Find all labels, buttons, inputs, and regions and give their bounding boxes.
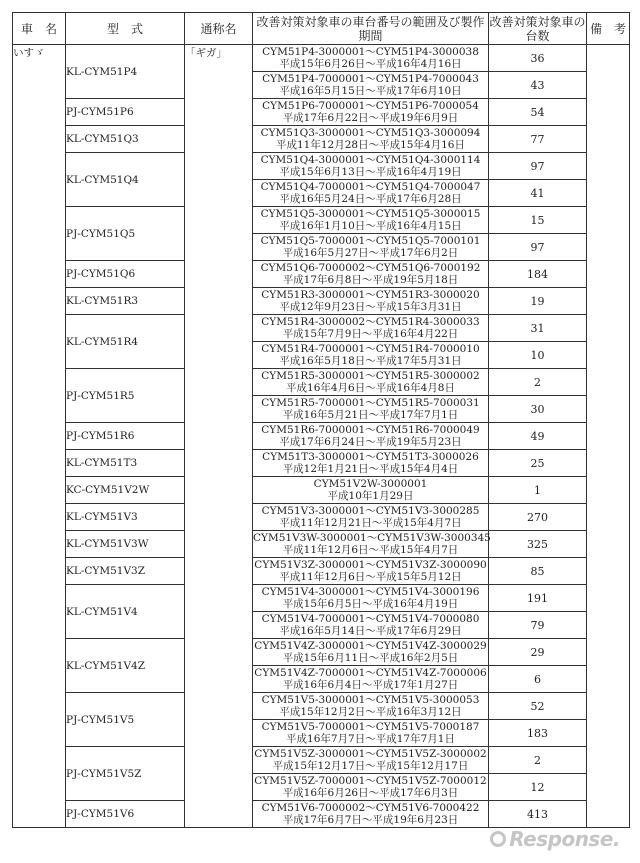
production-period: 平成11年12月6日〜平成15年4月7日 bbox=[282, 544, 459, 556]
count-cell: 29 bbox=[489, 639, 587, 666]
production-period: 平成16年5月27日〜平成17年6月2日 bbox=[282, 247, 459, 259]
count-cell: 184 bbox=[489, 261, 587, 288]
production-period: 平成16年5月18日〜平成17年5月31日 bbox=[279, 355, 462, 367]
table-row bbox=[13, 477, 630, 504]
chassis-range: CYM51R4-7000001〜CYM51R4-7000010 bbox=[261, 343, 480, 355]
count-cell: 77 bbox=[489, 126, 587, 153]
range-cell bbox=[253, 342, 489, 369]
table-row bbox=[13, 585, 630, 612]
range-cell bbox=[253, 477, 489, 504]
count-cell: 6 bbox=[489, 666, 587, 693]
count-cell: 43 bbox=[489, 72, 587, 99]
production-period: 平成15年6月11日〜平成16年2月5日 bbox=[282, 652, 459, 664]
maker-cell: いすゞ bbox=[13, 45, 66, 828]
range-cell bbox=[253, 72, 489, 99]
model-cell: KL-CYM51R4 bbox=[66, 315, 185, 369]
count-cell: 2 bbox=[489, 747, 587, 774]
model-cell: KL-CYM51V3 bbox=[66, 504, 185, 531]
count-cell: 191 bbox=[489, 585, 587, 612]
model-cell: PJ-CYM51V5 bbox=[66, 693, 185, 747]
production-period: 平成15年12月17日〜平成15年12月17日 bbox=[272, 760, 469, 772]
count-cell: 85 bbox=[489, 558, 587, 585]
chassis-range: CYM51V2W-3000001 bbox=[313, 478, 428, 490]
production-period: 平成15年6月13日〜平成16年4月19日 bbox=[279, 166, 462, 178]
production-period: 平成15年7月9日〜平成16年4月22日 bbox=[282, 328, 459, 340]
production-period: 平成16年5月24日〜平成17年6月28日 bbox=[279, 193, 462, 205]
chassis-range: CYM51T3-3000001〜CYM51T3-3000026 bbox=[262, 451, 479, 463]
count-cell: 19 bbox=[489, 288, 587, 315]
model-cell: KL-CYM51Q3 bbox=[66, 126, 185, 153]
range-cell bbox=[253, 288, 489, 315]
chassis-range: CYM51V5-7000001〜CYM51V5-7000187 bbox=[261, 721, 480, 733]
table-row bbox=[13, 45, 630, 72]
production-period: 平成16年5月21日〜平成17年7月1日 bbox=[282, 409, 459, 421]
count-cell: 12 bbox=[489, 774, 587, 801]
range-cell bbox=[253, 180, 489, 207]
table-row bbox=[13, 693, 630, 720]
range-cell bbox=[253, 639, 489, 666]
production-period: 平成16年7月7日〜平成17年7月1日 bbox=[286, 733, 455, 745]
chassis-range: CYM51Q3-3000001〜CYM51Q3-3000094 bbox=[260, 127, 481, 139]
count-cell: 2 bbox=[489, 369, 587, 396]
model-cell: KL-CYM51Q4 bbox=[66, 153, 185, 207]
table-row bbox=[13, 639, 630, 666]
header-name: 通称名 bbox=[185, 13, 253, 45]
range-cell bbox=[253, 207, 489, 234]
model-cell: PJ-CYM51Q6 bbox=[66, 261, 185, 288]
production-period: 平成17年6月22日〜平成19年6月9日 bbox=[282, 112, 459, 124]
chassis-range: CYM51Q4-3000001〜CYM51Q4-3000114 bbox=[260, 154, 481, 166]
table-row bbox=[13, 126, 630, 153]
response-logo-icon bbox=[490, 831, 506, 847]
count-cell: 97 bbox=[489, 153, 587, 180]
watermark-text: Response. bbox=[509, 827, 620, 851]
production-period: 平成16年5月15日〜平成17年6月10日 bbox=[279, 85, 462, 97]
production-period: 平成17年6月8日〜平成19年5月18日 bbox=[282, 274, 459, 286]
model-cell: PJ-CYM51Q5 bbox=[66, 207, 185, 261]
header-count: 改善対策対象車の台数 bbox=[489, 14, 586, 43]
model-cell: KL-CYM51V3W bbox=[66, 531, 185, 558]
range-cell bbox=[253, 153, 489, 180]
chassis-range: CYM51V6-7000002〜CYM51V6-7000422 bbox=[261, 802, 480, 814]
range-cell bbox=[253, 369, 489, 396]
production-period: 平成12年1月21日〜平成15年4月4日 bbox=[282, 463, 459, 475]
range-cell bbox=[253, 801, 489, 828]
chassis-range: CYM51R5-7000001〜CYM51R5-7000031 bbox=[261, 397, 480, 409]
header-notes: 備 考 bbox=[587, 13, 630, 45]
header-maker: 車 名 bbox=[13, 13, 66, 45]
model-cell: KC-CYM51V2W bbox=[66, 477, 185, 504]
response-watermark bbox=[490, 827, 620, 851]
production-period: 平成16年6月4日〜平成17年1月27日 bbox=[282, 679, 459, 691]
range-cell bbox=[253, 693, 489, 720]
production-period: 平成16年4月6日〜平成16年4月8日 bbox=[286, 382, 455, 394]
table-row bbox=[13, 153, 630, 180]
model-cell: KL-CYM51V3Z bbox=[66, 558, 185, 585]
header-row bbox=[13, 13, 630, 45]
production-period: 平成15年12月2日〜平成16年3月12日 bbox=[279, 706, 462, 718]
count-cell: 15 bbox=[489, 207, 587, 234]
count-cell: 97 bbox=[489, 234, 587, 261]
production-period: 平成11年12月28日〜平成15年4月16日 bbox=[276, 139, 465, 151]
table-row bbox=[13, 531, 630, 558]
chassis-range: CYM51P4-3000001〜CYM51P4-3000038 bbox=[262, 46, 479, 58]
range-cell bbox=[253, 450, 489, 477]
count-cell: 36 bbox=[489, 45, 587, 72]
notes-cell bbox=[587, 45, 630, 828]
production-period: 平成11年12月21日〜平成15年4月7日 bbox=[279, 517, 462, 529]
range-cell bbox=[253, 558, 489, 585]
table-row bbox=[13, 207, 630, 234]
table-row bbox=[13, 747, 630, 774]
model-cell: KL-CYM51V4Z bbox=[66, 639, 185, 693]
range-cell bbox=[253, 315, 489, 342]
production-period: 平成17年6月24日〜平成19年5月23日 bbox=[279, 436, 462, 448]
range-cell bbox=[253, 261, 489, 288]
table-row bbox=[13, 369, 630, 396]
model-cell: PJ-CYM51V6 bbox=[66, 801, 185, 828]
model-cell: KL-CYM51T3 bbox=[66, 450, 185, 477]
chassis-range: CYM51V5Z-7000001〜CYM51V5Z-7000012 bbox=[254, 775, 487, 787]
chassis-range: CYM51Q5-3000001〜CYM51Q5-3000015 bbox=[260, 208, 481, 220]
chassis-range: CYM51V3Z-3000001〜CYM51V3Z-3000090 bbox=[254, 559, 487, 571]
model-cell: KL-CYM51V4 bbox=[66, 585, 185, 639]
table-row bbox=[13, 504, 630, 531]
production-period: 平成11年12月6日〜平成15年5月12日 bbox=[279, 571, 462, 583]
model-cell: PJ-CYM51P6 bbox=[66, 99, 185, 126]
count-cell: 52 bbox=[489, 693, 587, 720]
table-row bbox=[13, 99, 630, 126]
count-cell: 79 bbox=[489, 612, 587, 639]
model-cell: KL-CYM51P4 bbox=[66, 45, 185, 99]
production-period: 平成16年5月14日〜平成17年6月29日 bbox=[279, 625, 462, 637]
count-cell: 325 bbox=[489, 531, 587, 558]
range-cell bbox=[253, 585, 489, 612]
chassis-range: CYM51R5-3000001〜CYM51R5-3000002 bbox=[261, 370, 480, 382]
table-row bbox=[13, 423, 630, 450]
chassis-range: CYM51V4-7000001〜CYM51V4-7000080 bbox=[261, 613, 480, 625]
range-cell bbox=[253, 396, 489, 423]
production-period: 平成16年1月10日〜平成16年4月15日 bbox=[279, 220, 462, 232]
chassis-range: CYM51V4-3000001〜CYM51V4-3000196 bbox=[261, 586, 480, 598]
chassis-range: CYM51V5Z-3000001〜CYM51V5Z-3000002 bbox=[254, 748, 487, 760]
count-cell: 183 bbox=[489, 720, 587, 747]
count-cell: 413 bbox=[489, 801, 587, 828]
table-row bbox=[13, 261, 630, 288]
count-cell: 41 bbox=[489, 180, 587, 207]
model-cell: PJ-CYM51V5Z bbox=[66, 747, 185, 801]
range-cell bbox=[253, 126, 489, 153]
chassis-range: CYM51Q4-7000001〜CYM51Q4-7000047 bbox=[260, 181, 481, 193]
table-row bbox=[13, 801, 630, 828]
range-cell bbox=[253, 99, 489, 126]
chassis-range: CYM51R3-3000001〜CYM51R3-3000020 bbox=[261, 289, 480, 301]
count-cell: 54 bbox=[489, 99, 587, 126]
chassis-range: CYM51V4Z-3000001〜CYM51V4Z-3000029 bbox=[254, 640, 487, 652]
production-period: 平成17年6月7日〜平成19年6月23日 bbox=[282, 814, 459, 826]
header-range: 改善対策対象車の車台番号の範囲及び製作期間 bbox=[253, 13, 489, 45]
production-period: 平成15年6月5日〜平成16年4月19日 bbox=[282, 598, 459, 610]
production-period: 平成10年1月29日 bbox=[327, 490, 414, 502]
chassis-range: CYM51Q6-7000002〜CYM51Q6-7000192 bbox=[260, 262, 481, 274]
model-cell: KL-CYM51R3 bbox=[66, 288, 185, 315]
common-name-cell: 「ギガ」 bbox=[185, 45, 253, 828]
chassis-range: CYM51R6-7000001〜CYM51R6-7000049 bbox=[261, 424, 480, 436]
table-row bbox=[13, 450, 630, 477]
table-body bbox=[13, 45, 630, 828]
range-cell bbox=[253, 45, 489, 72]
count-cell: 25 bbox=[489, 450, 587, 477]
count-cell: 30 bbox=[489, 396, 587, 423]
range-cell bbox=[253, 531, 489, 558]
chassis-range: CYM51P6-7000001〜CYM51P6-7000054 bbox=[262, 100, 479, 112]
range-cell bbox=[253, 747, 489, 774]
chassis-range: CYM51V4Z-7000001〜CYM51V4Z-7000006 bbox=[254, 667, 487, 679]
range-cell bbox=[253, 234, 489, 261]
range-cell bbox=[253, 774, 489, 801]
chassis-range: CYM51V3-3000001〜CYM51V3-3000285 bbox=[261, 505, 480, 517]
table-row bbox=[13, 558, 630, 585]
count-cell: 49 bbox=[489, 423, 587, 450]
count-cell: 31 bbox=[489, 315, 587, 342]
range-cell bbox=[253, 666, 489, 693]
table-row bbox=[13, 315, 630, 342]
count-cell: 1 bbox=[489, 477, 587, 504]
range-cell bbox=[253, 423, 489, 450]
production-period: 平成16年6月26日〜平成17年6月3日 bbox=[282, 787, 459, 799]
chassis-range: CYM51P4-7000001〜CYM51P4-7000043 bbox=[262, 73, 479, 85]
chassis-range: CYM51R4-3000002〜CYM51R4-3000033 bbox=[261, 316, 480, 328]
range-cell bbox=[253, 720, 489, 747]
production-period: 平成12年9月23日〜平成15年3月31日 bbox=[279, 301, 462, 313]
range-cell bbox=[253, 504, 489, 531]
recall-table bbox=[12, 12, 630, 828]
production-period: 平成15年6月26日〜平成16年4月16日 bbox=[279, 58, 462, 70]
header-model: 型 式 bbox=[66, 13, 185, 45]
model-cell: PJ-CYM51R6 bbox=[66, 423, 185, 450]
chassis-range: CYM51V5-3000001〜CYM51V5-3000053 bbox=[261, 694, 480, 706]
range-cell bbox=[253, 612, 489, 639]
count-cell: 10 bbox=[489, 342, 587, 369]
count-cell: 270 bbox=[489, 504, 587, 531]
chassis-range: CYM51V3W-3000001〜CYM51V3W-3000345 bbox=[253, 532, 491, 544]
chassis-range: CYM51Q5-7000001〜CYM51Q5-7000101 bbox=[260, 235, 481, 247]
table-row bbox=[13, 288, 630, 315]
model-cell: PJ-CYM51R5 bbox=[66, 369, 185, 423]
